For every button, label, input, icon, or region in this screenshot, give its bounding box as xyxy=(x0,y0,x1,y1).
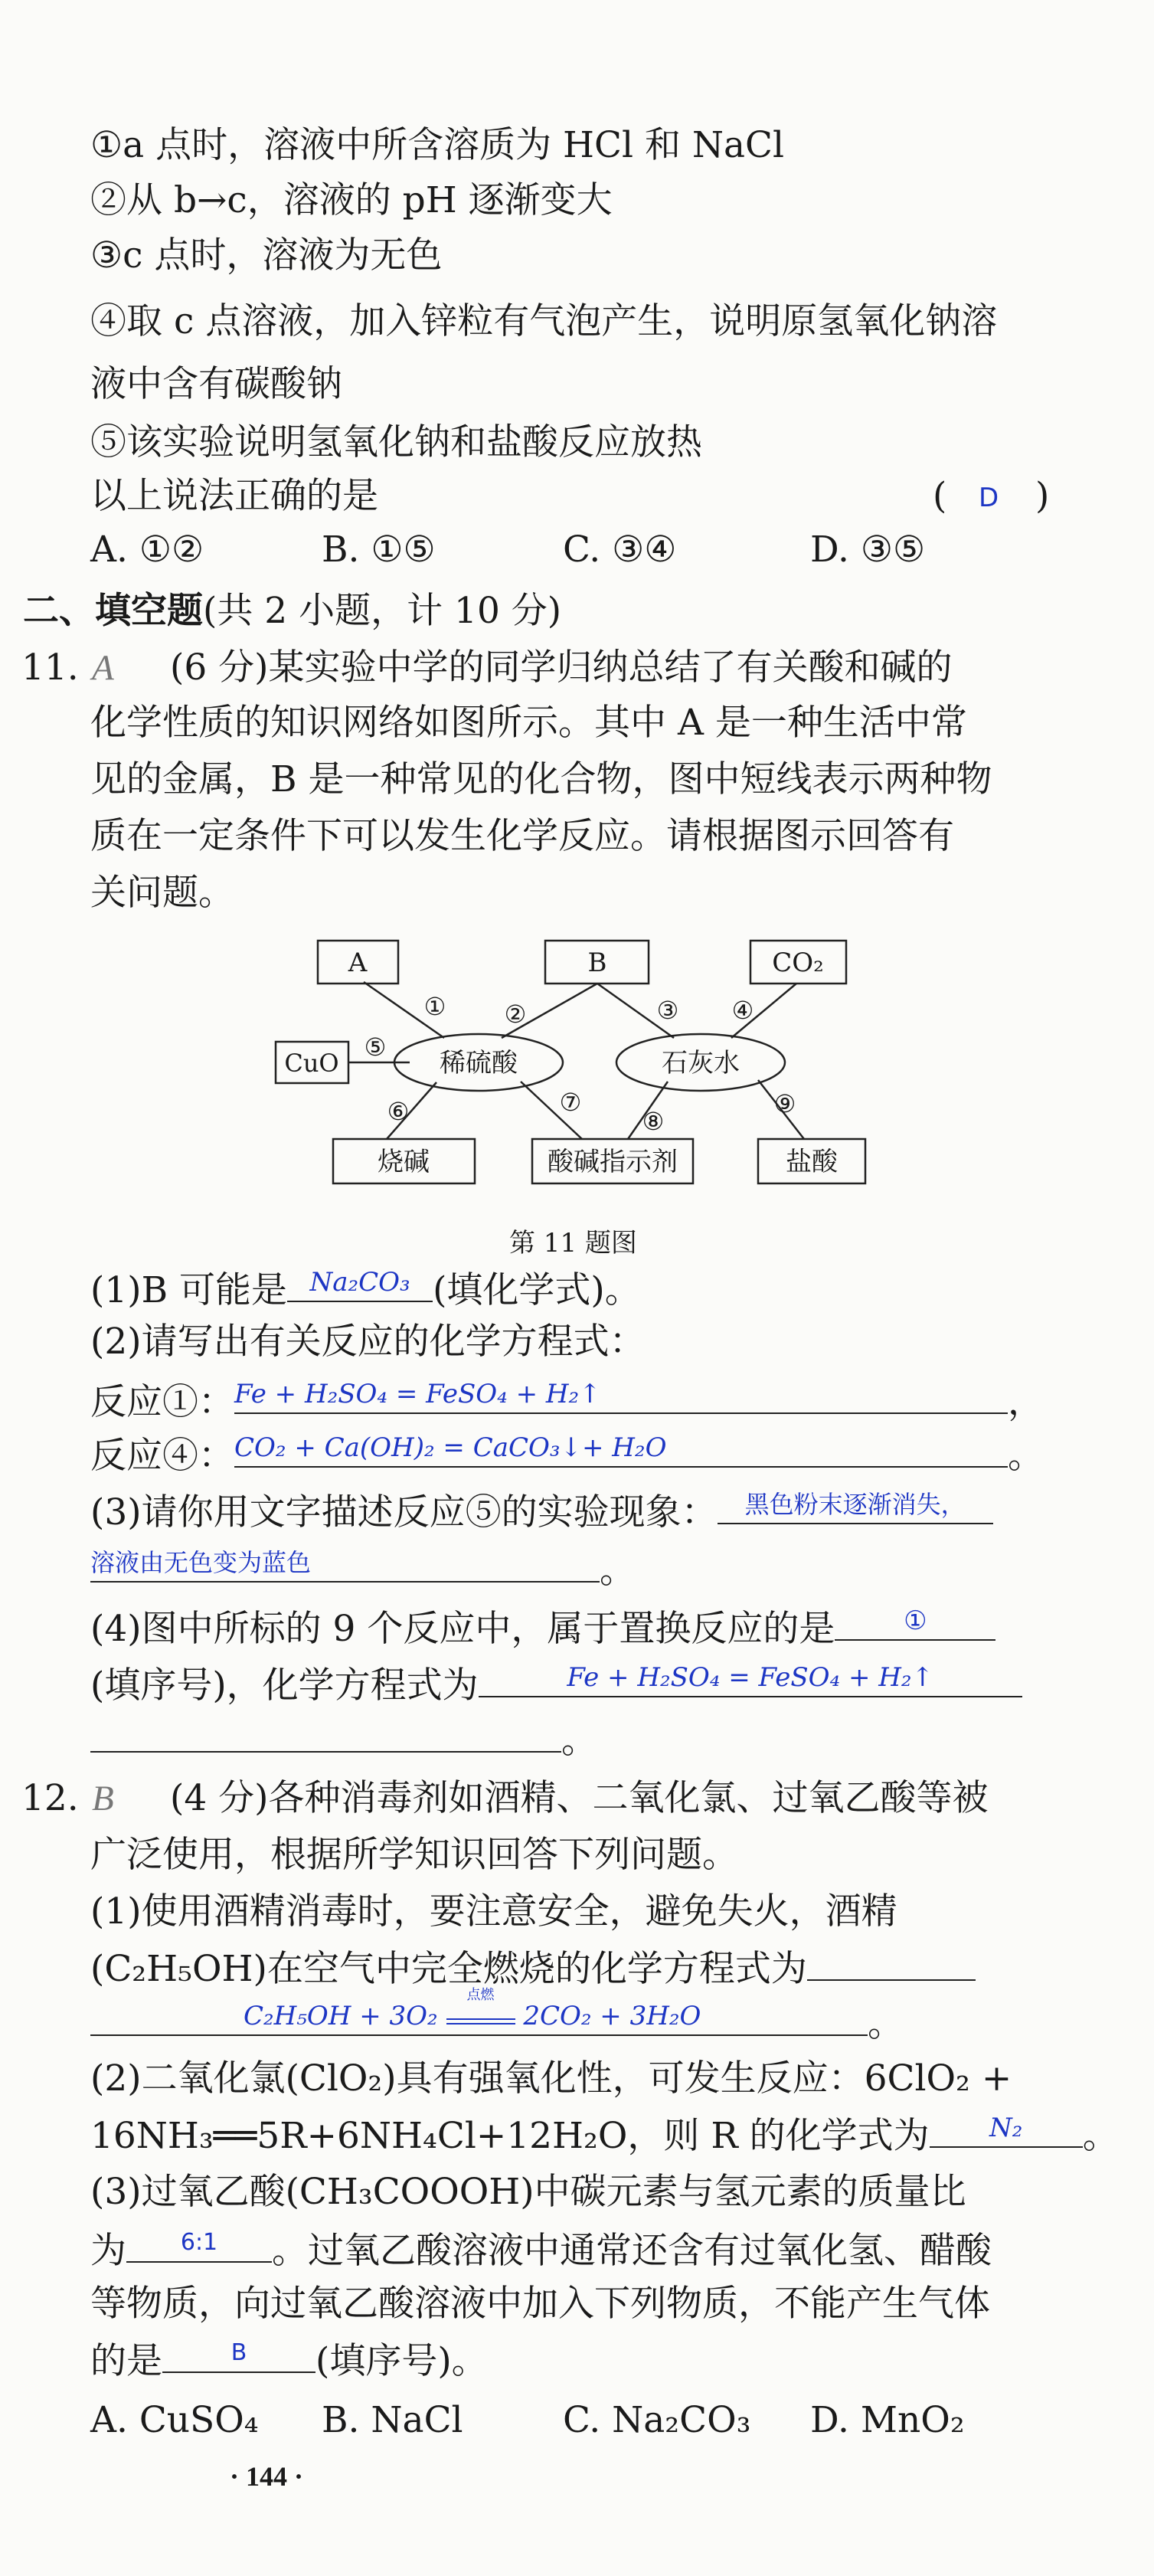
q12-level-badge: B xyxy=(92,1779,114,1818)
q11-part3-blank-b xyxy=(90,1546,600,1583)
q10-option-b: B. ①⑤ xyxy=(322,529,436,571)
q12-part1-blank-a xyxy=(807,1944,976,1981)
q11-part1-suffix: (填化学式)。 xyxy=(433,1269,641,1311)
q11-part1-prefix: (1)B 可能是 xyxy=(90,1269,288,1311)
q11-part1 xyxy=(90,1265,641,1314)
q11-level-badge: A xyxy=(92,648,114,688)
q11-part4-prompt: (4)图中所标的 9 个反应中，属于置换反应的是 xyxy=(90,1608,835,1650)
reaction-label-7: ⑦ xyxy=(559,1088,582,1117)
box-a-label: A xyxy=(348,948,368,978)
q12-part1-eq-right: 2CO₂ + 3H₂O xyxy=(523,2001,701,2031)
q12-part3-blank xyxy=(126,2226,272,2263)
q12-part1-eq-arrow xyxy=(446,1987,515,2024)
q10-answer: D xyxy=(979,483,999,513)
q12-part1-eq-left: C₂H₅OH + 3O₂ xyxy=(244,2001,438,2031)
q11-part1-blank xyxy=(287,1265,433,1302)
q12-part3-l1: (3)过氧乙酸(CH₃COOOH)中碳元素与氢元素的质量比 xyxy=(90,2171,966,2213)
q11-intro-4: 质在一定条件下可以发生化学反应。请根据图示回答有 xyxy=(90,815,954,857)
q12-number: 12. xyxy=(21,1777,79,1819)
q10-statement-4a: ④取 c 点溶液，加入锌粒有气泡产生，说明原氢氧化钠溶 xyxy=(90,300,998,342)
box-cuo-label: CuO xyxy=(284,1049,339,1078)
q11-part3-blank-a xyxy=(718,1488,993,1524)
q11-part3 xyxy=(90,1488,993,1536)
q12-part2-end: 。 xyxy=(1082,2115,1119,2157)
box-b-label: B xyxy=(587,948,607,978)
reaction-label-6: ⑥ xyxy=(387,1097,410,1126)
q10-statement-1: ①a 点时，溶液中所含溶质为 HCl 和 NaCl xyxy=(90,124,785,166)
q11-part2-r4 xyxy=(90,1431,1044,1479)
q11-part2-r1 xyxy=(90,1377,1044,1425)
q12-part3-l4-prefix: 的是 xyxy=(90,2340,162,2382)
q11-intro-3: 见的金属，B 是一种常见的化合物，图中短线表示两种物 xyxy=(90,758,992,800)
page-number: · 144 · xyxy=(230,2461,304,2492)
q12-part1-l2-text: (C₂H₅OH)在空气中完全燃烧的化学方程式为 xyxy=(90,1948,807,1990)
q12-part2-blank xyxy=(930,2111,1083,2148)
q11-part2-r4-blank xyxy=(234,1431,1008,1468)
q11-part4-blank xyxy=(835,1604,995,1641)
q11-part2-prompt: (2)请写出有关反应的化学方程式： xyxy=(90,1321,646,1363)
q11-part4-line3 xyxy=(90,1716,597,1764)
q11-number: 11. xyxy=(21,646,79,689)
q11-part2-r4-label: 反应④： xyxy=(90,1435,234,1477)
q12-part3-answer2: B xyxy=(230,2339,247,2366)
q11-part2-r1-end: ， xyxy=(1008,1381,1044,1423)
reaction-label-1: ① xyxy=(423,992,446,1021)
q11-part2-r4-answer: CO₂ + Ca(OH)₂ = CaCO₃↓+ H₂O xyxy=(234,1432,667,1463)
q12-part3-l2-rest: 。过氧乙酸溶液中通常还含有过氧化氢、醋酸 xyxy=(272,2230,992,2272)
q12-part1-l1: (1)使用酒精消毒时，要注意安全，避免失火，酒精 xyxy=(90,1890,897,1933)
q11-part3-answer-b: 溶液由无色变为蓝色 xyxy=(90,1548,312,1577)
q12-option-d: D. MnO₂ xyxy=(810,2399,965,2441)
q11-part1-answer: Na₂CO₃ xyxy=(309,1267,410,1298)
q11-figure-caption: 第 11 题图 xyxy=(509,1228,637,1259)
q11-part3-end: 。 xyxy=(600,1550,636,1592)
box-naoh-label: 烧碱 xyxy=(378,1147,430,1177)
q12-part1-equals xyxy=(446,2018,515,2024)
ellipse-acid-label: 稀硫酸 xyxy=(440,1048,518,1079)
q12-part3-l2 xyxy=(90,2226,992,2274)
q12-intro-2: 广泛使用，根据所学知识回答下列问题。 xyxy=(90,1834,738,1876)
q12-part1-l2 xyxy=(90,1944,976,1992)
q12-part3-answer: 6:1 xyxy=(180,2229,218,2256)
q11-intro-5: 关问题。 xyxy=(90,872,234,914)
q11-part3-prompt: (3)请你用文字描述反应⑤的实验现象： xyxy=(90,1491,718,1533)
q11-part2-r1-label: 反应①： xyxy=(90,1381,234,1423)
q12-part3-l4 xyxy=(90,2336,488,2385)
box-co2-label: CO₂ xyxy=(772,948,824,978)
q11-part2-r1-blank xyxy=(234,1377,1008,1414)
q10-prompt: 以上说法正确的是 xyxy=(90,475,378,517)
q11-part3-cont xyxy=(90,1546,636,1594)
q12-part3-l4-suffix: (填序号)。 xyxy=(315,2340,488,2382)
reaction-label-3: ③ xyxy=(656,996,679,1025)
q11-part4-eq-blank xyxy=(479,1661,1022,1697)
q10-statement-4b: 液中含有碳酸钠 xyxy=(90,363,342,405)
q11-part4-line2 xyxy=(90,1661,1022,1709)
q12-part1-blank-b xyxy=(90,1987,868,2036)
q10-option-c: C. ③④ xyxy=(563,529,677,571)
q10-statement-3: ③c 点时，溶液为无色 xyxy=(90,234,443,277)
q11-part3-answer-a: 黑色粉末逐渐消失， xyxy=(744,1490,966,1519)
box-hcl-label: 盐酸 xyxy=(786,1147,838,1177)
q11-part2-r1-answer: Fe + H₂SO₄ = FeSO₄ + H₂↑ xyxy=(234,1379,601,1409)
section-note: (共 2 小题，计 10 分) xyxy=(203,590,562,632)
q10-statement-2: ②从 b→c，溶液的 pH 逐渐变大 xyxy=(90,179,613,221)
q10-paren-left: ( xyxy=(933,475,947,517)
reaction-label-9: ⑨ xyxy=(773,1089,796,1118)
q11-part2-r4-end: 。 xyxy=(1008,1435,1044,1477)
section-title: 二、填空题 xyxy=(23,590,203,632)
q12-option-b: B. NaCl xyxy=(322,2399,463,2441)
q12-option-c: C. Na₂CO₃ xyxy=(563,2399,751,2441)
box-indicator-label: 酸碱指示剂 xyxy=(548,1147,678,1177)
q12-part1-eq xyxy=(244,1987,701,2031)
q11-part4-answer: ① xyxy=(904,1605,927,1636)
q11-intro-1: (6 分)某实验中学的同学归纳总结了有关酸和碱的 xyxy=(170,646,953,689)
q11-part4-eq-blank-2 xyxy=(90,1716,561,1753)
q12-part3-prefix: 为 xyxy=(90,2230,126,2272)
ellipse-lime-label: 石灰水 xyxy=(662,1048,740,1079)
q12-part2-l2 xyxy=(90,2111,1119,2159)
q12-part1-end: 。 xyxy=(868,2003,904,2045)
reaction-label-2: ② xyxy=(504,1000,527,1029)
q12-part2-l2-text: 16NH₃══5R+6NH₄Cl+12H₂O，则 R 的化学式为 xyxy=(90,2115,930,2157)
q11-part4-end: 。 xyxy=(561,1720,597,1762)
q12-part3-l3: 等物质，向过氧乙酸溶液中加入下列物质，不能产生气体 xyxy=(90,2283,990,2325)
q10-option-d: D. ③⑤ xyxy=(810,529,926,571)
reaction-label-4: ④ xyxy=(731,996,754,1025)
q12-intro-1: (4 分)各种消毒剂如酒精、二氧化氯、过氧乙酸等被 xyxy=(170,1777,989,1819)
q12-part3-blank-2 xyxy=(162,2336,315,2373)
reaction-label-5: ⑤ xyxy=(364,1033,387,1062)
q11-part4-eq: Fe + H₂SO₄ = FeSO₄ + H₂↑ xyxy=(567,1662,934,1693)
q10-option-a: A. ①② xyxy=(90,529,204,571)
q12-part2-answer: N₂ xyxy=(989,2113,1023,2143)
q11-part4-l2: (填序号)，化学方程式为 xyxy=(90,1664,479,1707)
q10-paren-right: ) xyxy=(1035,475,1050,517)
reaction-label-8: ⑧ xyxy=(642,1107,665,1136)
q12-part1-condition: 点燃 xyxy=(466,1987,495,2003)
q12-part2-l1: (2)二氧化氯(ClO₂)具有强氧化性，可发生反应：6ClO₂ + xyxy=(90,2057,1012,2100)
q11-intro-2: 化学性质的知识网络如图所示。其中 A 是一种生活中常 xyxy=(90,702,967,744)
q10-statement-5: ⑤该实验说明氢氧化钠和盐酸反应放热 xyxy=(90,421,702,463)
q12-option-a: A. CuSO₄ xyxy=(90,2399,259,2441)
q12-part1-l3 xyxy=(90,1987,904,2047)
q11-part4 xyxy=(90,1604,995,1652)
